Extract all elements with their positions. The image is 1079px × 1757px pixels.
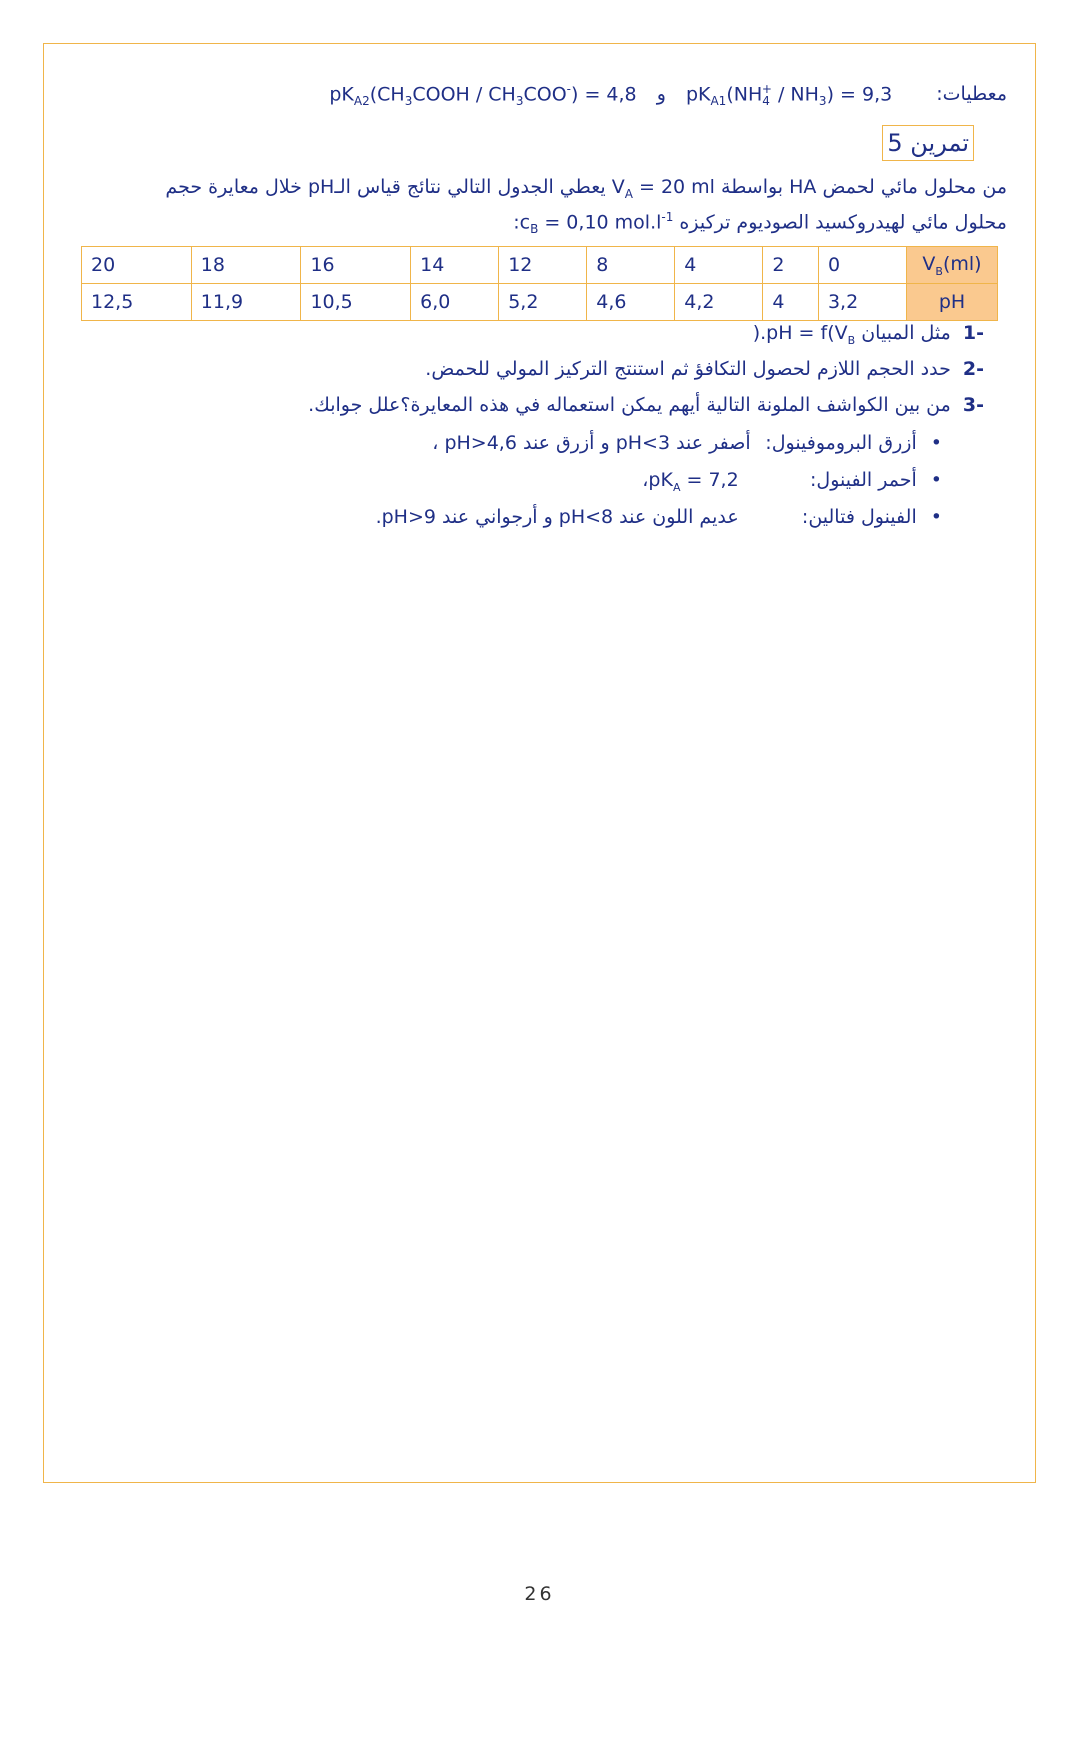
vb-cell: 0	[818, 247, 906, 284]
vb-cell: 14	[411, 247, 499, 284]
table-row-ph	[82, 284, 998, 321]
table-row-vb	[82, 247, 998, 284]
pka2-expression: $pK_{A2}(CH_3COOH / CH_3COO^-) = 4,8$	[329, 82, 637, 109]
indicator-3: • الفينول فتالين: عديم اللون عند pH<8 و أرجواني عند pH>9.	[375, 506, 942, 528]
ph-cell: 12,5	[82, 284, 192, 321]
exercise-title: تمرين 5	[882, 125, 974, 161]
bullet-icon: •	[930, 506, 942, 528]
indicator-2: • أحمر الفينول: $،pK_A = 7,2$	[642, 469, 942, 494]
givens-line	[329, 82, 1007, 108]
ph-cell: 3,2	[818, 284, 906, 321]
bullet-icon: •	[930, 469, 942, 491]
givens-and: و	[656, 83, 666, 106]
ph-cell: 11,9	[191, 284, 301, 321]
pka1-expression: $pK_{A1}(NH_4^+ / NH_3) = 9,3$	[685, 82, 893, 109]
vb-cell: 16	[301, 247, 411, 284]
ph-cell: 4	[763, 284, 819, 321]
question-2: -2 حدد الحجم اللازم لحصول التكافؤ ثم استنتج التركيز المولي للحمض.	[425, 358, 984, 380]
vb-cell: 2	[763, 247, 819, 284]
titration-table	[81, 246, 998, 321]
vb-cell: 18	[191, 247, 301, 284]
va-expression: $V_A = 20$ ml	[611, 176, 715, 201]
vb-cell: 4	[675, 247, 763, 284]
indicator-1: • أزرق البروموفينول: أصفر عند pH<3 و أزرق عند pH>4,6 ،	[432, 432, 942, 454]
question-3: -3 من بين الكواشف الملونة التالية أيهم يمكن استعماله في هذه المعايرة؟علل جوابك.	[308, 394, 984, 416]
ph-cell: 5,2	[499, 284, 587, 321]
page-number: 26	[524, 1583, 555, 1605]
bullet-icon: •	[930, 432, 942, 454]
header-ph: pH	[907, 284, 998, 321]
ph-cell: 4,2	[675, 284, 763, 321]
intro-line-1: من محلول مائي لحمض HA بواسطة $V_A = 20$ ml يعطي الجدول التالي نتائج قياس الـpH خلال معايرة حجم	[165, 176, 1007, 201]
question-1: -1 مثل المبيان )$.pH = f(V_B$	[752, 322, 984, 347]
ph-cell: 4,6	[587, 284, 675, 321]
cb-expression: $:c_B = 0,10$ $mol.l^{-1}$	[513, 210, 674, 237]
ph-cell: 10,5	[301, 284, 411, 321]
vb-cell: 20	[82, 247, 192, 284]
vb-cell: 12	[499, 247, 587, 284]
givens-label: معطيات:	[936, 83, 1007, 106]
ph-cell: 6,0	[411, 284, 499, 321]
header-vb: $V_B(ml)$	[907, 247, 998, 284]
vb-cell: 8	[587, 247, 675, 284]
intro-line-2: محلول مائي لهيدروكسيد الصوديوم تركيزه $:c_B = 0,10$ $mol.l^{-1}$	[513, 210, 1007, 237]
